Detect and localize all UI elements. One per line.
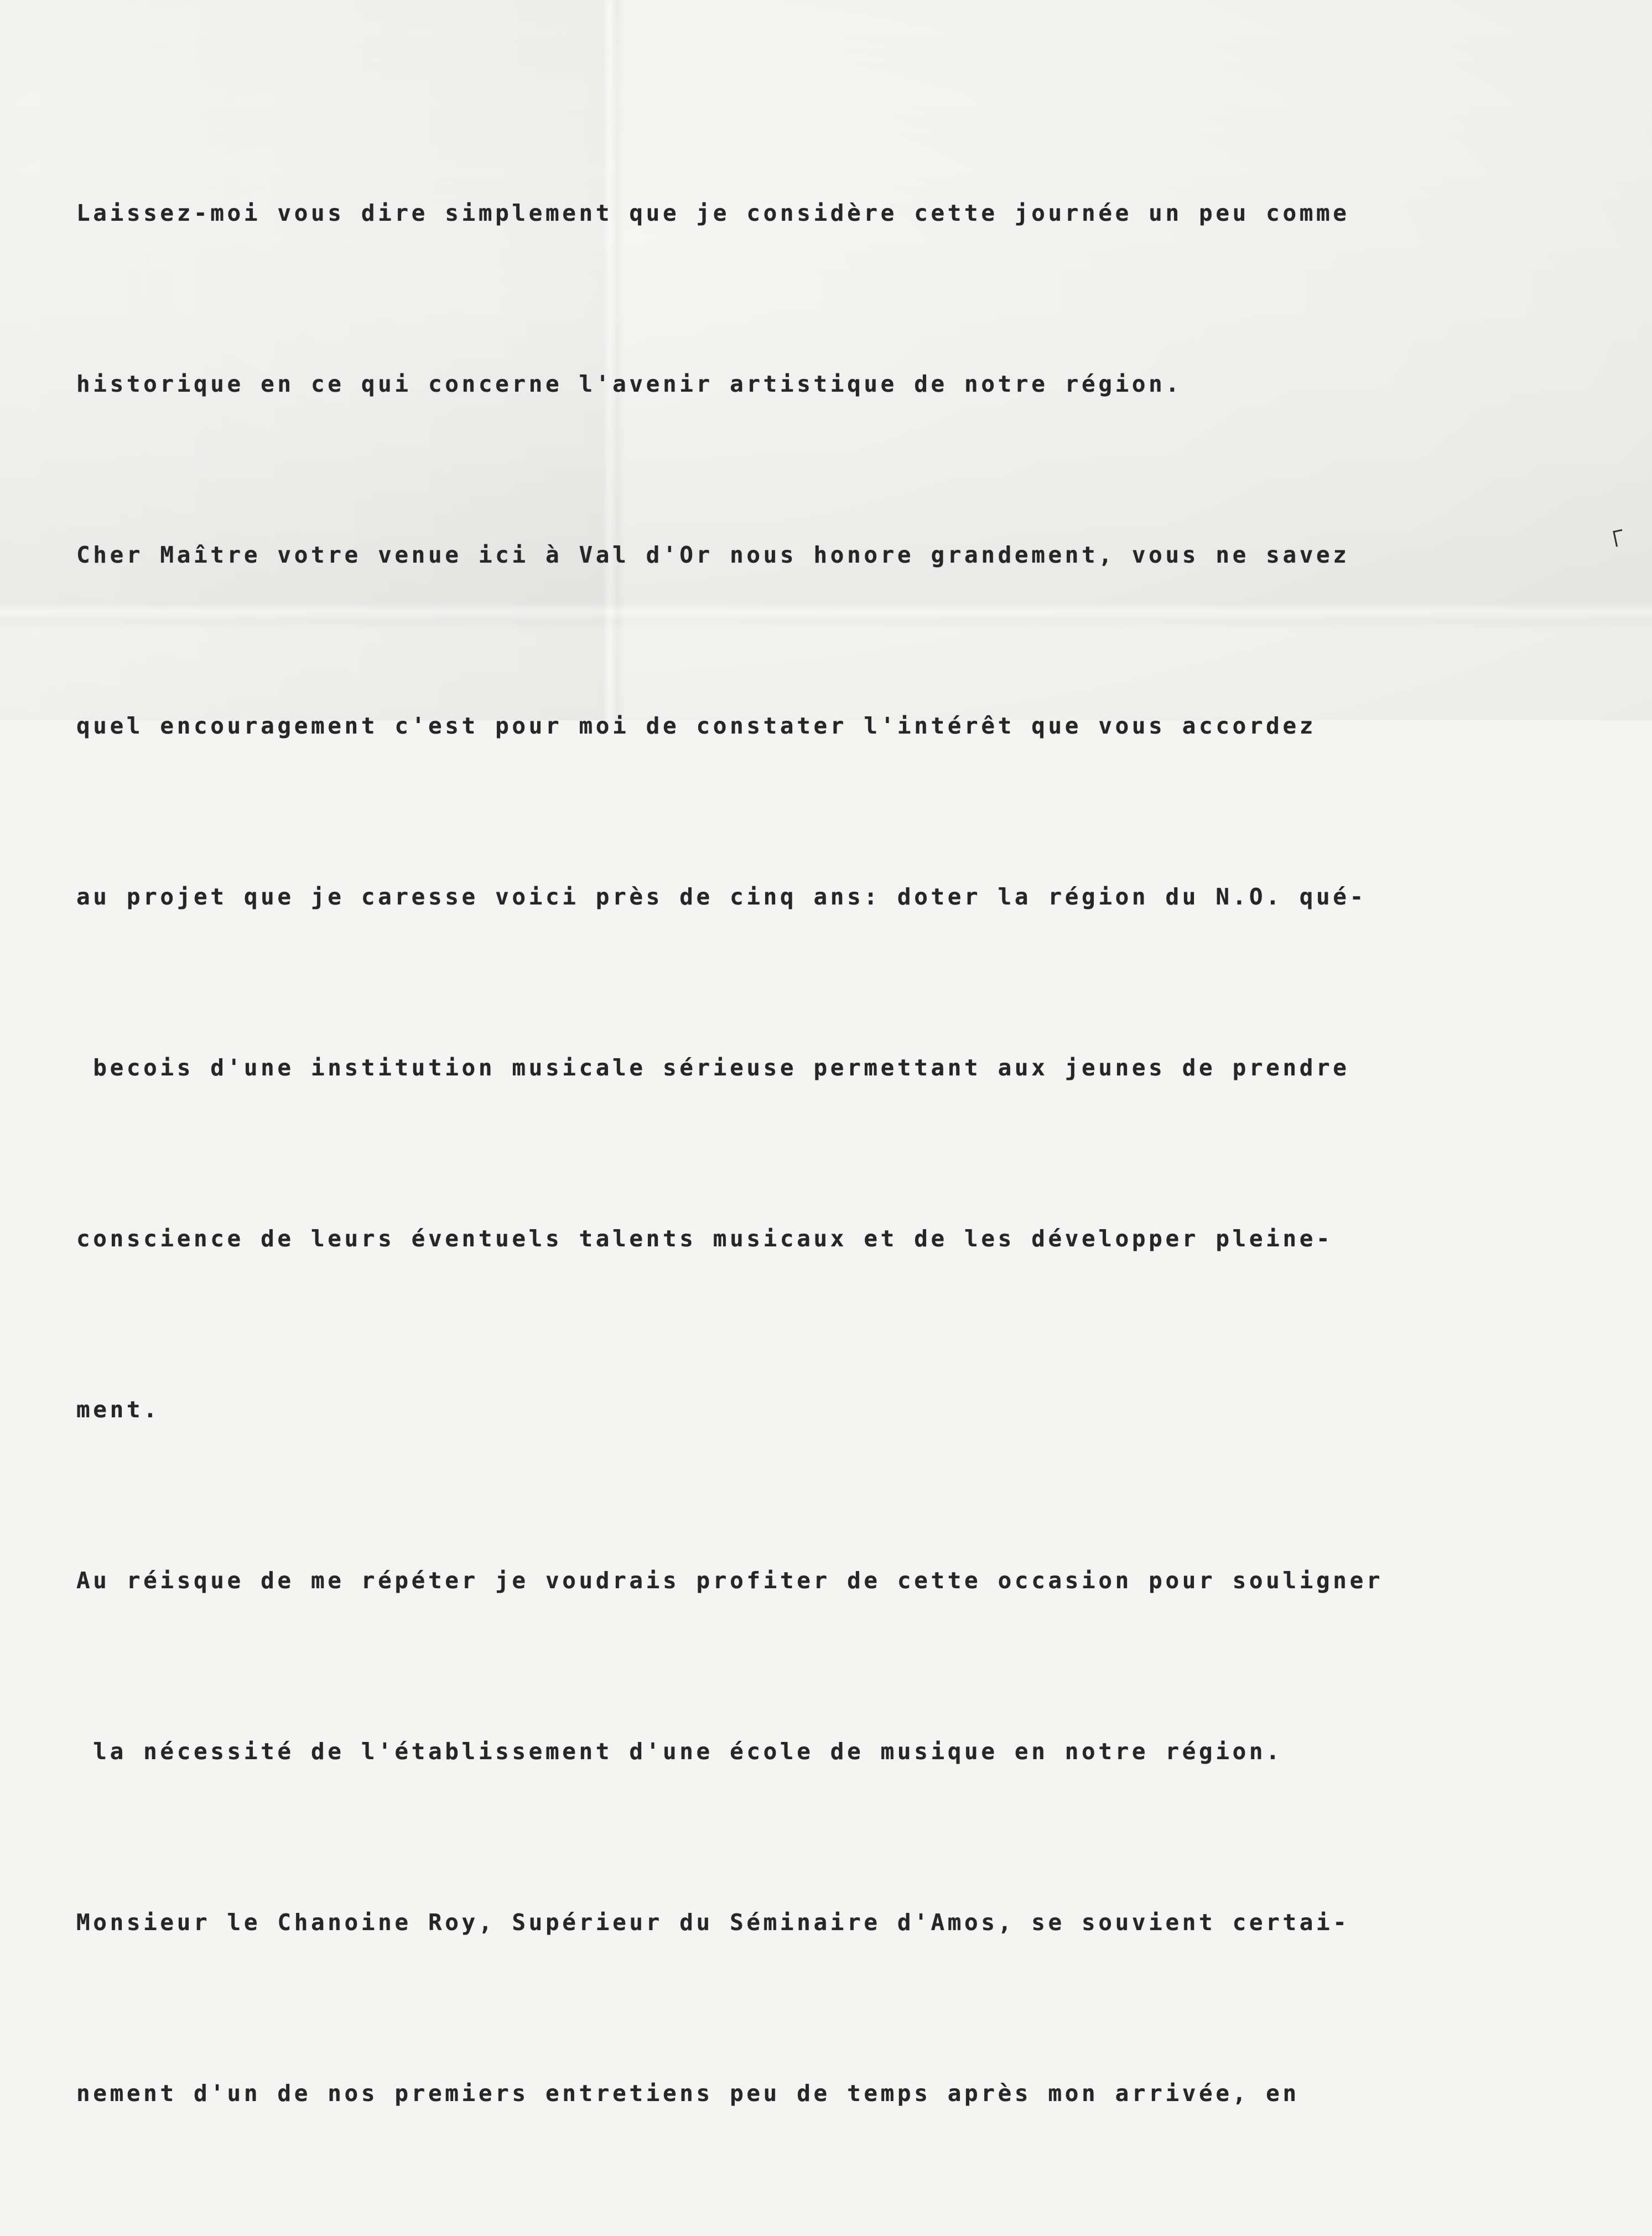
text-line-11: Monsieur le Chanoine Roy, Supérieur du Séminaire d'Amos, se souvient certai- xyxy=(76,1909,1350,1936)
text-line-9: Au réisque de me répéter je voudrais profiter de cette occasion pour souligner xyxy=(76,1567,1384,1594)
text-line-5: au projet que je caresse voici près de cinq ans: doter la région du N.O. qué- xyxy=(76,883,1367,910)
text-line-6: becois d'une institution musicale sérieuse permettant aux jeunes de prendre xyxy=(76,1054,1350,1081)
text-line-7: conscience de leurs éventuels talents musicaux et de les développer pleine- xyxy=(76,1225,1333,1252)
text-line-1: Laissez-moi vous dire simplement que je considère cette journée un peu comme xyxy=(76,200,1350,226)
text-line-8: ment. xyxy=(76,1396,160,1423)
text-line-4: quel encouragement c'est pour moi de constater l'intérêt que vous accordez xyxy=(76,713,1317,739)
text-line-10: la nécessité de l'établissement d'une école de musique en notre région. xyxy=(76,1738,1283,1765)
text-line-2: historique en ce qui concerne l'avenir artistique de notre région. xyxy=(76,371,1182,397)
text-line-12: nement d'un de nos premiers entretiens peu de temps après mon arrivée, en xyxy=(76,2080,1300,2107)
typed-text-body xyxy=(76,71,1625,2236)
text-line-3: Cher Maître votre venue ici à Val d'Or nous honore grandement, vous ne savez xyxy=(76,542,1350,568)
